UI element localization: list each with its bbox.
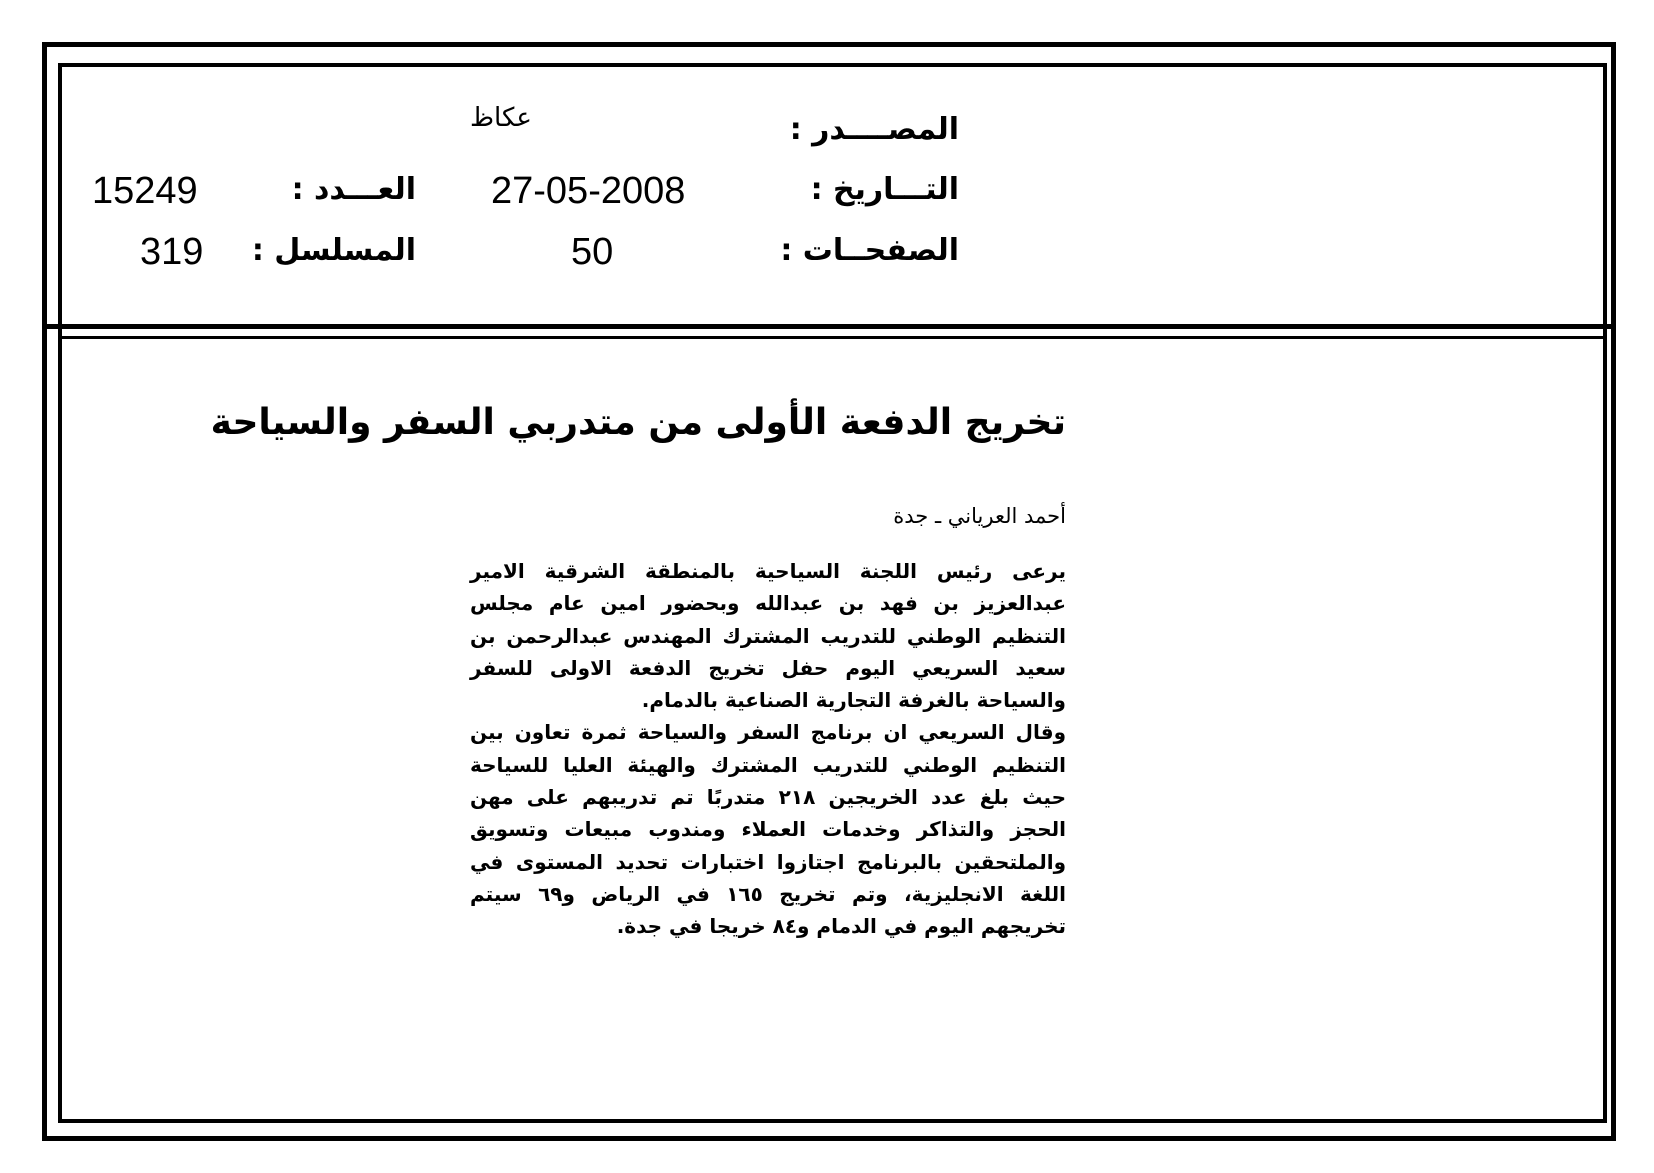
pages-value: 50 [571, 231, 614, 273]
issue-label: العـــدد : [291, 172, 416, 207]
header-divider-thin [58, 336, 1607, 339]
source-label: المصــــدر : [789, 112, 959, 147]
header-divider [44, 324, 1614, 329]
issue-value: 15249 [92, 170, 198, 212]
article-byline: أحمد العرياني ـ جدة [893, 504, 1066, 528]
date-value: 27-05-2008 [491, 170, 686, 212]
article-paragraph-1: يرعى رئيس اللجنة السياحية بالمنطقة الشرقية الامير عبدالعزيز بن فهد بن عبدالله وبحضور امين عام مجلس التنظيم الوطني للتدريب المشترك المهندس عبدالرحمن بن سعيد السريعي اليوم حفل تخريج الدفعة الاولى للسفر والسياحة بالغرفة التجارية الصناعية بالدمام. [470, 559, 1066, 713]
article-headline: تخريج الدفعة الأولى من متدربي السفر والسياحة [210, 402, 1066, 443]
article-body [470, 555, 1066, 943]
serial-value: 319 [140, 231, 204, 273]
date-label: التـــاريخ : [810, 172, 959, 207]
news-article [210, 395, 1066, 943]
serial-label: المسلسل : [251, 233, 416, 268]
article-paragraph-2: وقال السريعي ان برنامج السفر والسياحة ثمرة تعاون بين التنظيم الوطني للتدريب المشترك والهيئة العليا للسياحة حيث بلغ عدد الخريجين ٢١٨ متدربًا تم تدريبهم على مهن الحجز والتذاكر وخدمات العملاء ومندوب مبيعات وتسويق والملتحقين بالبرنامج اجتازوا اختبارات تحديد المستوى في اللغة الانجليزية، وتم تخريج ١٦٥ في الرياض و٦٩ سيتم تخريجهم اليوم في الدمام و٨٤ خريجا في جدة. [470, 720, 1066, 939]
source-value: عكاظ [470, 103, 532, 133]
pages-label: الصفحــات : [780, 233, 959, 268]
